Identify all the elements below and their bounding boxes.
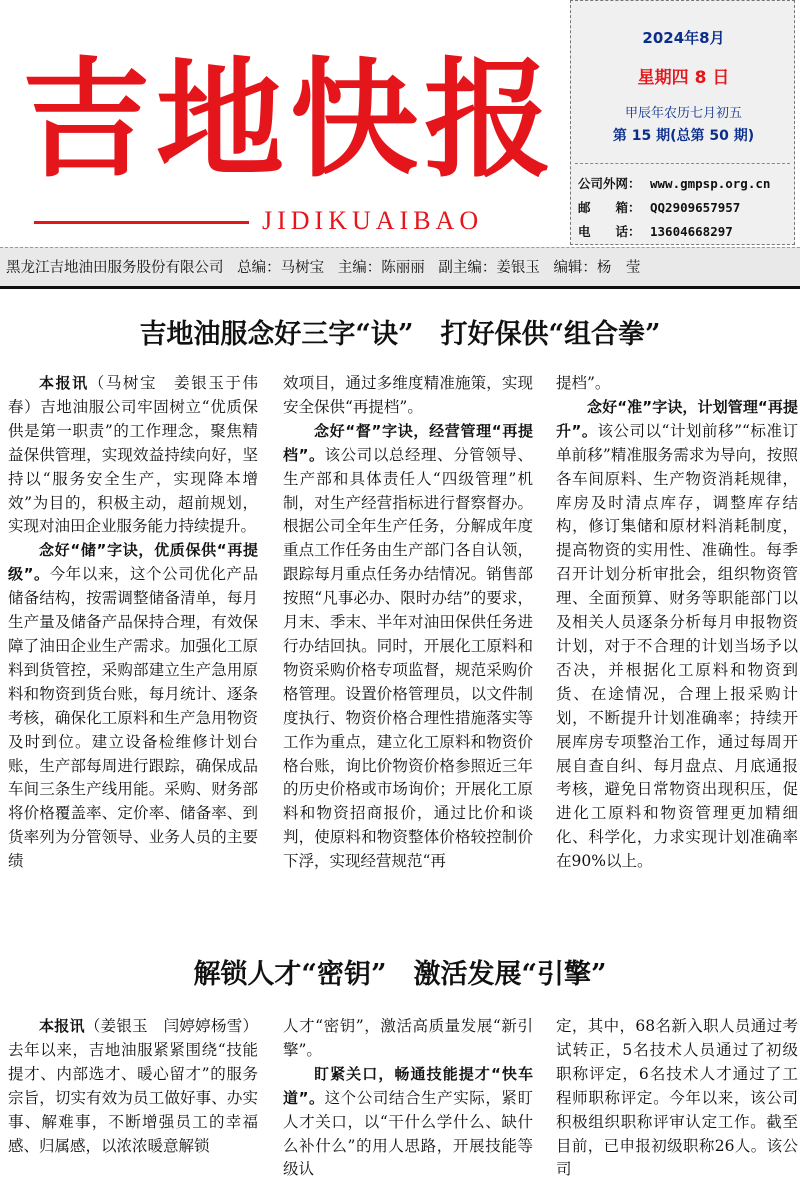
article1-paragraph: 念好“储”字诀，优质保供“再提级”。今年以来，这个公司优化产品储备结构，按需调整储备清单，每月生产量及储备产品保持合理，有效保障了油田企业生产需求。加强化工原料到货管控，采购部建立生产急用原料和物资到货台账，每月统计、逐条考核，确保化工原料和生产急用物资及时到位。建立设备检维修计划台账，生产部每周进行跟踪，确保成品车间三条生产线用能。采购、财务部将价格覆盖率、定价率、储备率、到货率列为分管领导、业务人员的主要绩 [8,541,258,871]
article1-subhead: 念好“督”字诀，经营管理“再提档”。 [283,421,533,464]
email-value: QQ2909657957 [650,200,741,215]
phone-label: 电 话： [578,224,641,239]
article1-lead: 本报讯 [39,374,89,392]
website-row [578,174,770,192]
article1-paragraph: 效项目，通过多维度精准施策，实现安全保供“再提档”。 [283,374,533,416]
newspaper-title: 吉地快报 [22,45,559,195]
issue-info-box [570,0,795,245]
article2-column-1 [8,1015,258,1163]
newspaper-pinyin: JIDIKUAIBAO [262,206,484,235]
issue-year-month: 2024年8月 [642,29,725,47]
article2-paragraph: 盯紧关口，畅通技能提才“快车道”。这个公司结合生产实际，紧盯人才关口，以“干什么学什么、缺什么补什么”的用人思路，开展技能等级认 [283,1064,533,1179]
article1-column-1 [8,372,258,920]
article2-headline: 解锁人才“密钥” 激活发展“引擎” [193,959,607,990]
website-value: www.gmpsp.org.cn [650,176,771,191]
info-divider [575,163,790,164]
article2-paragraph: 本报讯（姜银玉 闫婷婷杨雪）去年以来，吉地油服紧紧围绕“技能提才、内部选才、暖心留才”的服务宗旨，切实有效为员工做好事、办实事、解难事，不断增强员工的幸福感、归属感，以浓浓暖意解锁 [8,1017,258,1155]
lunar-date: 甲辰年农历七月初五 [624,106,742,121]
article1-subhead: 念好“准”字诀，计划管理“再提升”。 [556,397,798,440]
article1-paragraph: 念好“督”字诀，经营管理“再提档”。该公司以总经理、分管领导、生产部和具体责任人“四级管理”机制，对生产经营指标进行督察督办。根据公司全年生产任务，分解成年度重点工作任务由生产部门各自认领，跟踪每月重点任务办结情况。销售部按照“凡事必办、限时办结”的要求，月末、季末、半年对油田保供任务进行办结回执。同时，开展化工原料和物资采购价格专项监督，规范采购价格管理。设置价格管理员，以文件制度执行、物资价格合理性措施落实等工作为重点，建立化工原料和物资价格台账，询比价物资价格参照近三年的历史价格或市场询价；开展化工原料和物资招商报价，通过比价和谈判，使原料和物资整体价格较控制价下浮，实现经营规范“再 [283,421,533,871]
article1-column-3 [556,372,798,920]
editor: 编辑：杨 莹 [553,260,641,276]
phone-value: 13604668297 [650,224,733,239]
company-name: 黑龙江吉地油田服务股份有限公司 [6,260,224,276]
chief-editor: 总编：马树宝 [237,260,325,276]
article1-column-2 [283,372,533,920]
title-rule [34,221,249,224]
email-label: 邮 箱： [578,200,641,215]
article1-paragraph: 本报讯（马树宝 姜银玉于伟春）吉地油服公司牢固树立“优质保供是第一职责”的工作理念，聚焦精益保供管理，实现效益持续向好，坚持以“服务安全生产，实现降本增效”为目的，积极主动，超前规划，实现对油田企业服务能力持续提升。 [8,374,258,536]
article1-headline: 吉地油服念好三字“诀” 打好保供“组合拳” [139,319,661,350]
issue-number: 第 15 期(总第 50 期) [612,128,755,144]
deputy-editor: 副主编：姜银玉 [438,260,540,276]
email-row [578,198,740,216]
issue-weekday: 星期四 8 日 [637,68,730,88]
article2-lead: 本报讯 [39,1017,85,1035]
article2-column-3 [556,1015,798,1179]
article2-column-2 [283,1015,533,1179]
article1-subhead: 念好“储”字诀，优质保供“再提级”。 [8,541,258,584]
staff-bar [0,247,800,289]
website-label: 公司外网： [578,176,641,191]
editor-in-chief: 主编：陈丽丽 [337,260,425,276]
phone-row [578,222,733,240]
article1-paragraph: 提档”。 [556,374,611,392]
article2-paragraph: 人才“密钥”，激活高质量发展“新引擎”。 [283,1017,533,1059]
article1-paragraph: 念好“准”字诀，计划管理“再提升”。该公司以“计划前移”“标准订单前移”精准服务需求为导向，按照各车间原料、生产物资消耗规律，库房及时清点库存，调整库存结构，修订集储和原材料消耗制度，提高物资的实用性、准确性。每季召开计划分析审批会，组织物资管理、全面预算、财务等职能部门以及相关人员逐条分析每月申报物资计划，对于不合理的计划当场予以否决，并根据化工原料和物资到货、在途情况，合理上报采购计划，不断提升计划准确率；持续开展库房专项整治工作，通过每周开展自查自纠、每月盘点、月底通报考核，避免日常物资出现积压，促进化工原料和物资管理更加精细化、科学化，力求实现计划准确率在90%以上。 [556,397,798,871]
article2-paragraph: 定，其中，68名新入职人员通过考试转正，5名技术人员通过了初级职称评定，6名技术人才通过了工程师职称评定。今年以来，该公司积极组织职称评审认定工作。截至目前，已申报初级职称26人。该公司 [556,1017,798,1179]
article2-subhead: 盯紧关口，畅通技能提才“快车道”。 [283,1064,533,1107]
